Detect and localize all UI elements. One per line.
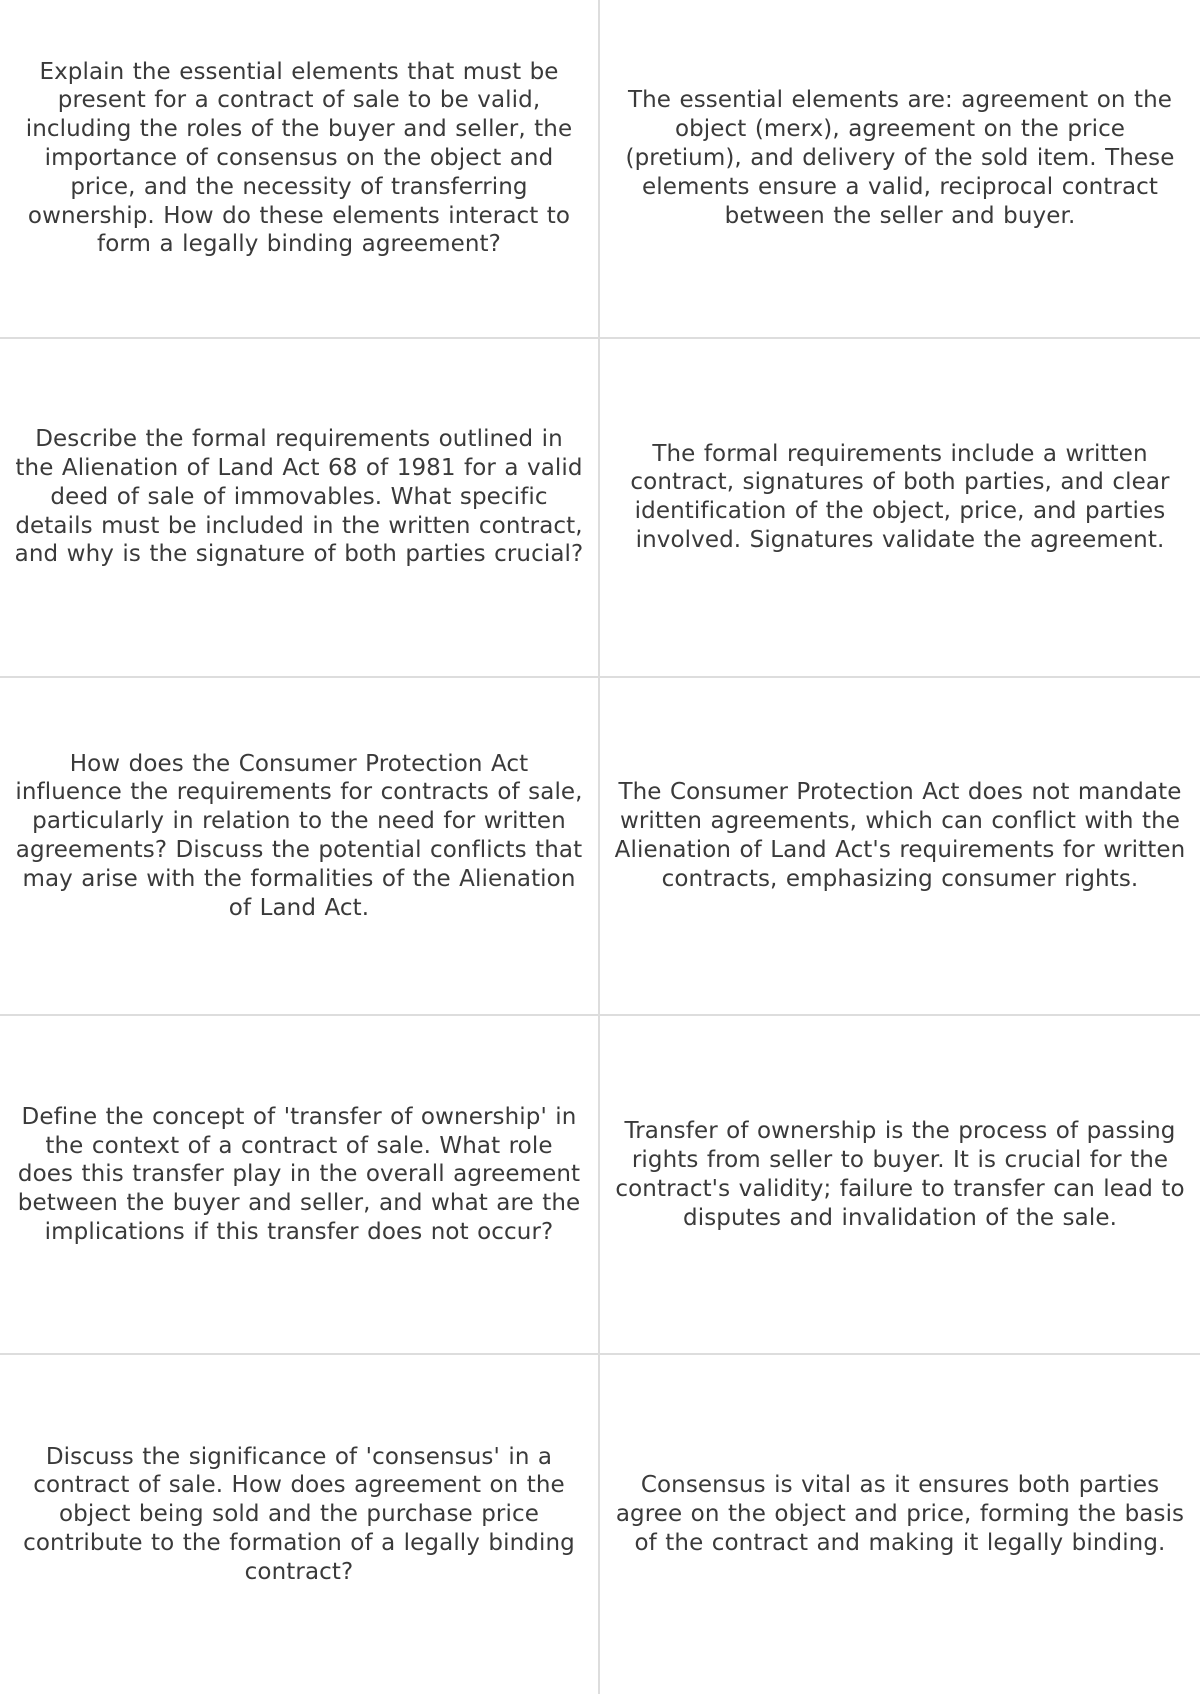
answer-card — [600, 1355, 1200, 1694]
answer-card — [600, 0, 1200, 339]
question-text: How does the Consumer Protection Act influence the requirements for contracts of sale, particularly in relation to the need for written agreements? Discuss the potential conflicts that may arise with the formalities of the Alienation of Land Act. — [15, 750, 583, 921]
question-text: Explain the essential elements that must be present for a contract of sale to be valid, including the roles of the buyer and seller, the importance of consensus on the object and price, and the necessity of transferring ownership. How do these elements interact to form a legally binding agreement? — [25, 58, 573, 258]
question-text: Define the concept of 'transfer of ownership' in the context of a contract of sale. What role does this transfer play in the overall agreement between the buyer and seller, and what are the implications if this transfer does not occur? — [17, 1103, 581, 1245]
answer-text: Consensus is vital as it ensures both parties agree on the object and price, forming the basis of the contract and making it legally binding. — [615, 1472, 1185, 1556]
answer-text: The Consumer Protection Act does not mandate written agreements, which can conflict with the Alienation of Land Act's requirements for written contracts, emphasizing consumer rights. — [614, 779, 1186, 892]
answer-text: The formal requirements include a written contract, signatures of both parties, and clear identification of the object, price, and parties involved. Signatures validate the agreement. — [630, 440, 1170, 553]
question-text: Discuss the significance of 'consensus' in a contract of sale. How does agreement on the object being sold and the purchase price contribute to the formation of a legally binding contract? — [23, 1443, 575, 1585]
question-card — [0, 339, 600, 678]
answer-card — [600, 1016, 1200, 1355]
question-card — [0, 1355, 600, 1694]
question-card — [0, 0, 600, 339]
question-text: Describe the formal requirements outlined in the Alienation of Land Act 68 of 1981 for a valid deed of sale of immovables. What specific details must be included in the written contract, and why is the signature of both parties crucial? — [14, 426, 584, 568]
answer-card — [600, 339, 1200, 678]
question-card — [0, 678, 600, 1017]
answer-card — [600, 678, 1200, 1017]
answer-text: Transfer of ownership is the process of passing rights from seller to buyer. It is crucial for the contract's validity; failure to transfer can lead to disputes and invalidation of the sale. — [615, 1118, 1185, 1231]
answer-text: The essential elements are: agreement on the object (merx), agreement on the price (pretium), and delivery of the sold item. These elements ensure a valid, reciprocal contract between the seller and buyer. — [625, 87, 1175, 229]
question-card — [0, 1016, 600, 1355]
